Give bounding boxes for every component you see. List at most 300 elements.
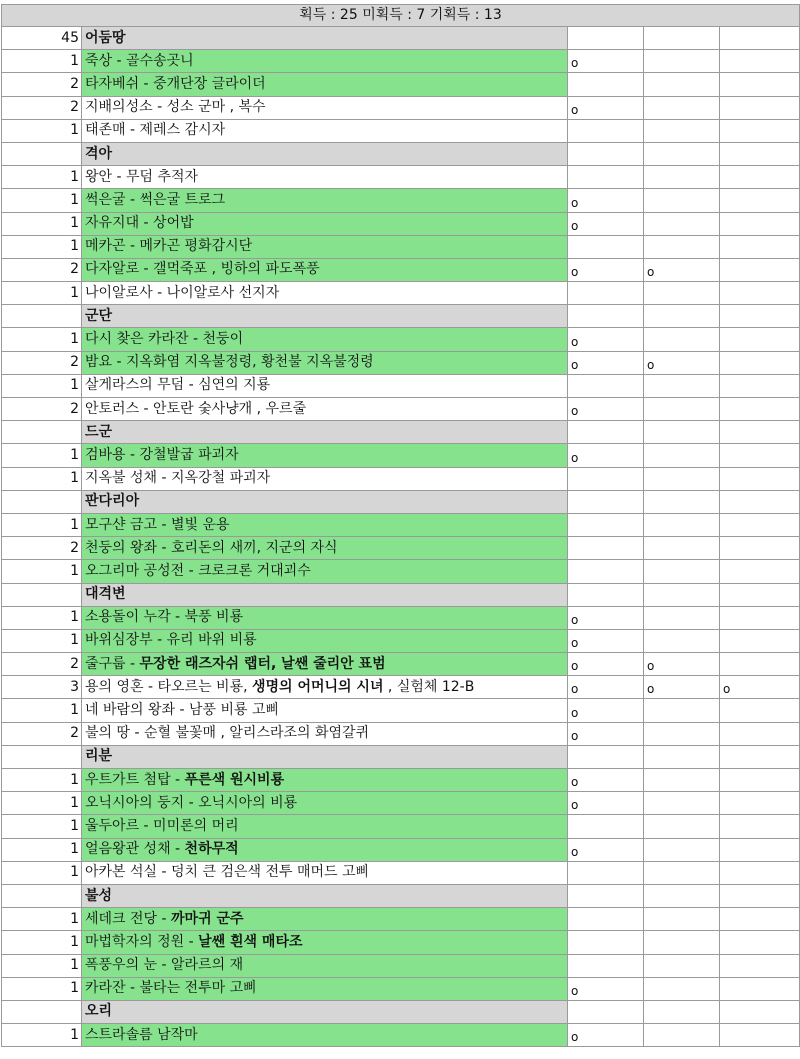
check-cell-3[interactable] (720, 792, 800, 815)
mount-name-bold-text: 까마귀 군주 (171, 910, 244, 927)
mount-name-bold-text: 생명의 어머니의 시녀 (252, 678, 384, 695)
mount-name-cell[interactable] (82, 235, 568, 258)
region-name-cell[interactable]: 대격변 (82, 583, 568, 606)
check-cell-2[interactable] (644, 815, 720, 838)
check-cell-2[interactable] (644, 884, 720, 907)
mount-name-text: 오닉시아의 둥지 - 오닉시아의 비룡 (85, 794, 298, 811)
count-cell[interactable]: 1 (2, 769, 82, 792)
region-name-cell[interactable]: 드군 (82, 421, 568, 444)
check-cell-1[interactable] (568, 954, 644, 977)
mount-name-cell[interactable] (82, 212, 568, 235)
check-cell-3[interactable] (720, 861, 800, 884)
count-cell[interactable]: 1 (2, 166, 82, 189)
check-cell-1[interactable] (568, 50, 644, 73)
mount-row (2, 722, 800, 745)
check-cell-2[interactable] (644, 328, 720, 351)
acquired-mark-icon: o (571, 775, 579, 790)
count-cell[interactable] (2, 1000, 82, 1023)
count-cell[interactable] (2, 583, 82, 606)
count-cell[interactable]: 2 (2, 258, 82, 281)
mount-name-cell[interactable] (82, 1024, 568, 1047)
count-cell[interactable] (2, 142, 82, 165)
mount-row (2, 676, 800, 699)
count-cell[interactable]: 1 (2, 606, 82, 629)
acquired-mark-icon: o (571, 1030, 579, 1045)
mount-name-cell[interactable] (82, 931, 568, 954)
check-cell-3[interactable] (720, 374, 800, 397)
check-cell-3[interactable] (720, 235, 800, 258)
count-cell[interactable]: 45 (2, 27, 82, 50)
region-row (2, 490, 800, 513)
check-cell-1[interactable] (568, 1000, 644, 1023)
count-cell[interactable] (2, 421, 82, 444)
mount-row (2, 908, 800, 931)
check-cell-3[interactable] (720, 815, 800, 838)
summary-header-row (2, 5, 800, 27)
check-cell-2[interactable] (644, 931, 720, 954)
check-cell-2[interactable] (644, 282, 720, 305)
check-cell-1[interactable] (568, 931, 644, 954)
check-cell-3[interactable] (720, 676, 800, 699)
check-cell-2[interactable] (644, 769, 720, 792)
count-cell[interactable]: 1 (2, 513, 82, 536)
check-cell-1[interactable] (568, 606, 644, 629)
count-cell[interactable] (2, 305, 82, 328)
mount-row (2, 931, 800, 954)
mount-name-cell[interactable] (82, 815, 568, 838)
check-cell-1[interactable] (568, 73, 644, 96)
check-cell-3[interactable] (720, 908, 800, 931)
mount-name-cell[interactable] (82, 374, 568, 397)
check-cell-2[interactable] (644, 560, 720, 583)
mount-row (2, 629, 800, 652)
check-cell-3[interactable] (720, 583, 800, 606)
count-cell[interactable]: 2 (2, 398, 82, 421)
count-cell[interactable]: 2 (2, 653, 82, 676)
count-cell[interactable]: 1 (2, 467, 82, 490)
acquired-mark-icon: o (571, 265, 579, 280)
check-cell-1[interactable] (568, 96, 644, 119)
check-cell-1[interactable] (568, 676, 644, 699)
check-cell-2[interactable] (644, 96, 720, 119)
mount-name-text: 얼음왕관 성채 - (85, 841, 185, 858)
mount-name-text: 오그리마 공성전 - 크로크론 거대괴수 (85, 562, 311, 579)
check-cell-2[interactable] (644, 351, 720, 374)
mount-name-text: 지배의성소 - 성소 군마 , 복수 (85, 99, 266, 116)
mount-name-cell[interactable] (82, 467, 568, 490)
check-cell-3[interactable] (720, 722, 800, 745)
mount-name-text: 우트가트 첨탑 - (85, 771, 185, 788)
check-cell-2[interactable] (644, 398, 720, 421)
check-cell-1[interactable] (568, 166, 644, 189)
mount-name-text: 자유지대 - 상어밥 (85, 215, 194, 232)
mount-name-cell[interactable] (82, 189, 568, 212)
mount-name-text: 다자알로 - 갤먹죽포 , 빙하의 파도폭풍 (85, 261, 320, 278)
check-cell-3[interactable] (720, 537, 800, 560)
mount-name-text: , 실험체 12-B (383, 678, 475, 695)
check-cell-3[interactable] (720, 142, 800, 165)
check-cell-2[interactable] (644, 792, 720, 815)
mount-name-text: 지옥불 성채 - 지옥강철 파괴자 (85, 470, 271, 487)
mount-name-cell[interactable] (82, 699, 568, 722)
acquired-mark-icon: o (571, 612, 579, 627)
count-cell[interactable]: 1 (2, 189, 82, 212)
check-cell-1[interactable] (568, 1024, 644, 1047)
check-cell-2[interactable] (644, 374, 720, 397)
check-cell-3[interactable] (720, 745, 800, 768)
mount-name-cell[interactable] (82, 861, 568, 884)
count-cell[interactable]: 1 (2, 954, 82, 977)
count-cell[interactable]: 2 (2, 351, 82, 374)
mount-row (2, 467, 800, 490)
check-cell-3[interactable] (720, 884, 800, 907)
check-cell-3[interactable] (720, 769, 800, 792)
check-cell-2[interactable] (644, 467, 720, 490)
check-cell-2[interactable] (644, 606, 720, 629)
acquired-mark-icon: o (571, 636, 579, 651)
mount-name-cell[interactable] (82, 838, 568, 861)
check-cell-2[interactable] (644, 142, 720, 165)
mount-name-cell[interactable] (82, 119, 568, 142)
mount-name-cell[interactable] (82, 258, 568, 281)
check-cell-1[interactable] (568, 305, 644, 328)
mount-name-cell[interactable] (82, 513, 568, 536)
check-cell-3[interactable] (720, 166, 800, 189)
check-cell-2[interactable] (644, 838, 720, 861)
check-cell-3[interactable] (720, 1000, 800, 1023)
check-cell-2[interactable] (644, 444, 720, 467)
count-cell[interactable]: 1 (2, 119, 82, 142)
count-cell[interactable]: 1 (2, 212, 82, 235)
mount-name-cell[interactable] (82, 537, 568, 560)
check-cell-2[interactable] (644, 119, 720, 142)
acquired-mark-icon: o (571, 844, 579, 859)
check-cell-2[interactable] (644, 861, 720, 884)
check-cell-3[interactable] (720, 398, 800, 421)
mount-name-text: 마법학자의 정원 - (85, 933, 199, 950)
check-cell-3[interactable] (720, 653, 800, 676)
check-cell-1[interactable] (568, 884, 644, 907)
check-cell-1[interactable] (568, 815, 644, 838)
acquired-mark-icon: o (571, 983, 579, 998)
check-cell-2[interactable] (644, 977, 720, 1000)
mount-name-bold-text: 푸른색 원시비룡 (184, 771, 285, 788)
check-cell-2[interactable] (644, 1000, 720, 1023)
check-cell-1[interactable] (568, 27, 644, 50)
check-cell-3[interactable] (720, 50, 800, 73)
mount-name-text: 나이알로사 - 나이알로사 선지자 (85, 284, 280, 301)
mount-name-text: 세데크 전당 - (85, 910, 172, 927)
check-cell-1[interactable] (568, 398, 644, 421)
count-cell[interactable]: 1 (2, 931, 82, 954)
check-cell-3[interactable] (720, 490, 800, 513)
check-cell-3[interactable] (720, 954, 800, 977)
check-cell-1[interactable] (568, 537, 644, 560)
check-cell-2[interactable] (644, 537, 720, 560)
check-cell-2[interactable] (644, 1024, 720, 1047)
mount-name-text: 죽상 - 골수송곳니 (85, 52, 194, 69)
check-cell-1[interactable] (568, 282, 644, 305)
region-name-cell[interactable]: 리분 (82, 745, 568, 768)
mount-name-cell[interactable] (82, 908, 568, 931)
mount-name-bold-text: 천하무적 (184, 841, 239, 858)
check-cell-3[interactable] (720, 467, 800, 490)
check-cell-1[interactable] (568, 421, 644, 444)
region-row (2, 583, 800, 606)
check-cell-3[interactable] (720, 96, 800, 119)
check-cell-2[interactable] (644, 258, 720, 281)
acquired-mark-icon: o (647, 357, 655, 372)
count-cell[interactable]: 1 (2, 815, 82, 838)
check-cell-3[interactable] (720, 421, 800, 444)
mount-name-text: 메카곤 - 메카곤 평화감시단 (85, 238, 253, 255)
count-cell[interactable]: 1 (2, 908, 82, 931)
mount-name-text: 다시 찾은 카라잔 - 천둥이 (85, 331, 244, 348)
check-cell-2[interactable] (644, 27, 720, 50)
mount-name-text: 소용돌이 누각 - 북풍 비룡 (85, 609, 244, 626)
mount-name-text: 안토러스 - 안토란 숯사냥개 , 우르줄 (85, 400, 307, 417)
count-cell[interactable]: 2 (2, 96, 82, 119)
mount-row (2, 258, 800, 281)
check-cell-1[interactable] (568, 444, 644, 467)
check-cell-3[interactable] (720, 513, 800, 536)
check-cell-3[interactable] (720, 560, 800, 583)
check-cell-2[interactable] (644, 305, 720, 328)
count-cell[interactable]: 1 (2, 560, 82, 583)
count-cell[interactable]: 1 (2, 1024, 82, 1047)
check-cell-3[interactable] (720, 328, 800, 351)
count-cell[interactable]: 1 (2, 235, 82, 258)
check-cell-1[interactable] (568, 490, 644, 513)
mount-name-cell[interactable] (82, 769, 568, 792)
count-cell[interactable]: 1 (2, 50, 82, 73)
mount-name-cell[interactable] (82, 351, 568, 374)
check-cell-3[interactable] (720, 73, 800, 96)
mount-row (2, 606, 800, 629)
mount-name-cell[interactable] (82, 676, 568, 699)
region-name-cell[interactable]: 어둠땅 (82, 27, 568, 50)
mount-row (2, 560, 800, 583)
check-cell-1[interactable] (568, 351, 644, 374)
check-cell-3[interactable] (720, 305, 800, 328)
mount-name-text: 폭풍우의 눈 - 알라르의 재 (85, 957, 244, 974)
check-cell-1[interactable] (568, 119, 644, 142)
count-cell[interactable]: 2 (2, 537, 82, 560)
check-cell-1[interactable] (568, 258, 644, 281)
mount-name-cell[interactable] (82, 954, 568, 977)
acquired-mark-icon: o (571, 56, 579, 71)
check-cell-1[interactable] (568, 629, 644, 652)
check-cell-1[interactable] (568, 745, 644, 768)
region-row (2, 305, 800, 328)
count-cell[interactable]: 1 (2, 444, 82, 467)
check-cell-1[interactable] (568, 908, 644, 931)
mount-name-cell[interactable] (82, 282, 568, 305)
mount-name-cell[interactable] (82, 444, 568, 467)
check-cell-2[interactable] (644, 699, 720, 722)
mount-name-cell[interactable] (82, 629, 568, 652)
mount-name-cell[interactable] (82, 50, 568, 73)
check-cell-2[interactable] (644, 745, 720, 768)
mount-row (2, 513, 800, 536)
mount-name-text: 태존매 - 제레스 감시자 (85, 122, 226, 139)
mount-name-cell[interactable] (82, 166, 568, 189)
region-name-cell[interactable]: 불성 (82, 884, 568, 907)
check-cell-3[interactable] (720, 931, 800, 954)
mount-row (2, 282, 800, 305)
count-cell[interactable]: 2 (2, 722, 82, 745)
mount-name-text: 아카본 석실 - 덩치 큰 검은색 전투 매머드 고삐 (85, 864, 370, 881)
check-cell-1[interactable] (568, 467, 644, 490)
mount-name-cell[interactable] (82, 722, 568, 745)
check-cell-1[interactable] (568, 722, 644, 745)
check-cell-3[interactable] (720, 629, 800, 652)
mount-row (2, 374, 800, 397)
count-cell[interactable]: 1 (2, 282, 82, 305)
region-name-cell[interactable]: 판다리아 (82, 490, 568, 513)
check-cell-1[interactable] (568, 792, 644, 815)
mount-row (2, 50, 800, 73)
check-cell-2[interactable] (644, 166, 720, 189)
region-name-cell[interactable]: 오리 (82, 1000, 568, 1023)
check-cell-3[interactable] (720, 699, 800, 722)
check-cell-2[interactable] (644, 908, 720, 931)
check-cell-1[interactable] (568, 769, 644, 792)
mount-row (2, 212, 800, 235)
mount-name-text: 썩은굴 - 썩은굴 트로그 (85, 191, 226, 208)
mount-name-bold-text: 무장한 래즈자쉬 랩터, 날쌘 줄리안 표범 (139, 655, 386, 672)
count-cell[interactable] (2, 884, 82, 907)
mount-row (2, 699, 800, 722)
count-cell[interactable]: 2 (2, 73, 82, 96)
count-cell[interactable]: 1 (2, 629, 82, 652)
count-cell[interactable]: 3 (2, 676, 82, 699)
check-cell-3[interactable] (720, 258, 800, 281)
mount-row (2, 815, 800, 838)
check-cell-1[interactable] (568, 513, 644, 536)
mount-name-cell[interactable] (82, 96, 568, 119)
acquired-mark-icon: o (571, 705, 579, 720)
check-cell-3[interactable] (720, 838, 800, 861)
acquired-mark-icon: o (723, 682, 731, 697)
mount-name-text: 검바용 - 강철발굽 파괴자 (85, 446, 239, 463)
mount-row (2, 166, 800, 189)
check-cell-3[interactable] (720, 977, 800, 1000)
mount-row (2, 769, 800, 792)
check-cell-1[interactable] (568, 328, 644, 351)
count-cell[interactable] (2, 745, 82, 768)
check-cell-2[interactable] (644, 676, 720, 699)
check-cell-3[interactable] (720, 282, 800, 305)
count-cell[interactable]: 1 (2, 699, 82, 722)
mount-name-text: 네 바람의 왕좌 - 남풍 비룡 고삐 (85, 702, 280, 719)
check-cell-1[interactable] (568, 560, 644, 583)
region-row (2, 142, 800, 165)
check-cell-1[interactable] (568, 699, 644, 722)
mount-name-cell[interactable] (82, 560, 568, 583)
check-cell-1[interactable] (568, 212, 644, 235)
mount-name-text: 밤요 - 지옥화염 지옥불정령, 황천불 지옥불정령 (85, 354, 374, 371)
acquired-mark-icon: o (647, 682, 655, 697)
check-cell-3[interactable] (720, 351, 800, 374)
count-cell[interactable] (2, 490, 82, 513)
acquired-mark-icon: o (571, 334, 579, 349)
check-cell-2[interactable] (644, 954, 720, 977)
mount-row (2, 189, 800, 212)
check-cell-3[interactable] (720, 444, 800, 467)
check-cell-2[interactable] (644, 73, 720, 96)
mount-name-cell[interactable] (82, 73, 568, 96)
check-cell-2[interactable] (644, 235, 720, 258)
mount-name-cell[interactable] (82, 653, 568, 676)
mount-name-cell[interactable] (82, 328, 568, 351)
mount-name-text: 불의 땅 - 순혈 불꽃매 , 알리스라조의 화염갈퀴 (85, 725, 370, 742)
count-cell[interactable]: 1 (2, 792, 82, 815)
check-cell-3[interactable] (720, 189, 800, 212)
check-cell-3[interactable] (720, 1024, 800, 1047)
region-row (2, 745, 800, 768)
region-row (2, 421, 800, 444)
check-cell-1[interactable] (568, 977, 644, 1000)
check-cell-1[interactable] (568, 861, 644, 884)
check-cell-2[interactable] (644, 629, 720, 652)
check-cell-1[interactable] (568, 235, 644, 258)
acquired-mark-icon: o (571, 682, 579, 697)
check-cell-1[interactable] (568, 189, 644, 212)
region-name-cell[interactable]: 군단 (82, 305, 568, 328)
check-cell-2[interactable] (644, 653, 720, 676)
count-cell[interactable]: 1 (2, 374, 82, 397)
check-cell-1[interactable] (568, 583, 644, 606)
check-cell-2[interactable] (644, 722, 720, 745)
check-cell-2[interactable] (644, 513, 720, 536)
check-cell-2[interactable] (644, 50, 720, 73)
check-cell-1[interactable] (568, 374, 644, 397)
mount-name-cell[interactable] (82, 606, 568, 629)
check-cell-3[interactable] (720, 27, 800, 50)
check-cell-3[interactable] (720, 212, 800, 235)
mount-name-text: 용의 영혼 - 타오르는 비룡, (85, 678, 252, 695)
check-cell-2[interactable] (644, 212, 720, 235)
mount-row (2, 328, 800, 351)
check-cell-3[interactable] (720, 119, 800, 142)
count-cell[interactable]: 1 (2, 977, 82, 1000)
mount-name-cell[interactable] (82, 398, 568, 421)
mount-name-cell[interactable] (82, 977, 568, 1000)
count-cell[interactable]: 1 (2, 861, 82, 884)
check-cell-2[interactable] (644, 421, 720, 444)
acquired-mark-icon: o (571, 102, 579, 117)
check-cell-2[interactable] (644, 583, 720, 606)
mount-name-cell[interactable] (82, 792, 568, 815)
check-cell-1[interactable] (568, 838, 644, 861)
check-cell-2[interactable] (644, 490, 720, 513)
count-cell[interactable]: 1 (2, 838, 82, 861)
check-cell-3[interactable] (720, 606, 800, 629)
check-cell-1[interactable] (568, 653, 644, 676)
check-cell-1[interactable] (568, 142, 644, 165)
acquired-mark-icon: o (647, 265, 655, 280)
check-cell-2[interactable] (644, 189, 720, 212)
mount-row (2, 235, 800, 258)
mount-name-bold-text: 날쌘 흰색 매타조 (198, 933, 303, 950)
region-name-cell[interactable]: 격아 (82, 142, 568, 165)
mount-name-text: 바위심장부 - 유리 바위 비룡 (85, 632, 257, 649)
count-cell[interactable]: 1 (2, 328, 82, 351)
region-row (2, 884, 800, 907)
summary-header-cell[interactable]: 획득 : 25 미획득 : 7 기획득 : 13 (2, 5, 800, 27)
mount-row (2, 119, 800, 142)
